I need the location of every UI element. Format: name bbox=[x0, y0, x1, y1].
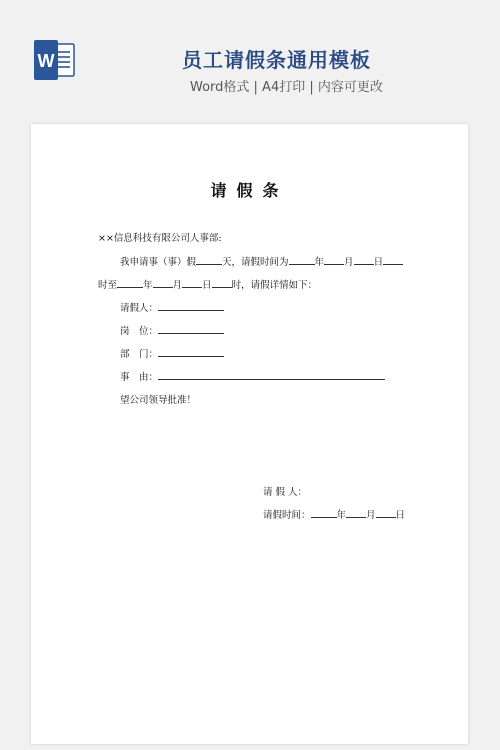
template-header bbox=[0, 0, 500, 120]
start-month-label: 月 bbox=[344, 257, 354, 268]
start-year-label: 年 bbox=[314, 257, 325, 268]
addressee-line bbox=[98, 230, 222, 244]
end-day-label: 日 bbox=[202, 280, 212, 291]
closing-line bbox=[120, 392, 196, 406]
department-label: 部 门： bbox=[120, 349, 159, 360]
signature-time bbox=[263, 507, 405, 521]
page-title: 员工请假条通用模板 bbox=[182, 48, 371, 72]
reason-label: 事 由： bbox=[120, 372, 159, 383]
sign-month-blank bbox=[346, 507, 366, 518]
details-text: 时，请假详情如下： bbox=[231, 280, 318, 291]
start-year-blank bbox=[289, 254, 315, 265]
applicant-blank bbox=[158, 300, 224, 311]
reason-field bbox=[120, 369, 385, 383]
document-page bbox=[31, 124, 468, 744]
sign-year-blank bbox=[311, 507, 337, 518]
position-label: 岗 位： bbox=[120, 326, 159, 337]
signature-applicant-label: 请 假 人： bbox=[263, 487, 308, 498]
sign-day-blank bbox=[376, 507, 396, 518]
start-hour-blank bbox=[383, 254, 403, 265]
sign-day-label: 日 bbox=[395, 510, 406, 521]
applicant-field bbox=[120, 300, 224, 314]
body-line-1 bbox=[120, 254, 403, 268]
reason-blank bbox=[158, 369, 385, 380]
days-blank bbox=[196, 254, 222, 265]
addressee-text: ××信息科技有限公司人事部: bbox=[98, 233, 222, 244]
word-document-icon bbox=[34, 40, 76, 80]
start-day-label: 日 bbox=[373, 257, 384, 268]
sign-year-label: 年 bbox=[336, 510, 347, 521]
signature-time-label: 请假时间： bbox=[263, 510, 311, 521]
page-subtitle: Word格式 | A4打印 | 内容可更改 bbox=[190, 80, 383, 95]
sign-month-label: 月 bbox=[366, 510, 376, 521]
days-text: 天，请假时间为 bbox=[222, 257, 289, 268]
position-field bbox=[120, 323, 224, 337]
end-month-label: 月 bbox=[172, 280, 183, 291]
end-month-blank bbox=[153, 277, 173, 288]
until-text: 时至 bbox=[98, 280, 118, 291]
position-blank bbox=[158, 323, 224, 334]
end-year-label: 年 bbox=[143, 280, 153, 291]
end-year-blank bbox=[117, 277, 143, 288]
department-field bbox=[120, 346, 224, 360]
end-hour-blank bbox=[212, 277, 232, 288]
end-day-blank bbox=[182, 277, 202, 288]
start-day-blank bbox=[354, 254, 374, 265]
leave-type-text: 我申请事（事）假 bbox=[120, 257, 197, 268]
body-line-2 bbox=[98, 277, 317, 291]
closing-text: 望公司领导批准！ bbox=[120, 395, 197, 406]
svg-text:W: W bbox=[37, 51, 55, 71]
document-title: 请假条 bbox=[210, 181, 289, 200]
department-blank bbox=[158, 346, 224, 357]
applicant-label: 请假人： bbox=[120, 303, 159, 314]
signature-applicant bbox=[263, 484, 307, 498]
start-month-blank bbox=[324, 254, 344, 265]
